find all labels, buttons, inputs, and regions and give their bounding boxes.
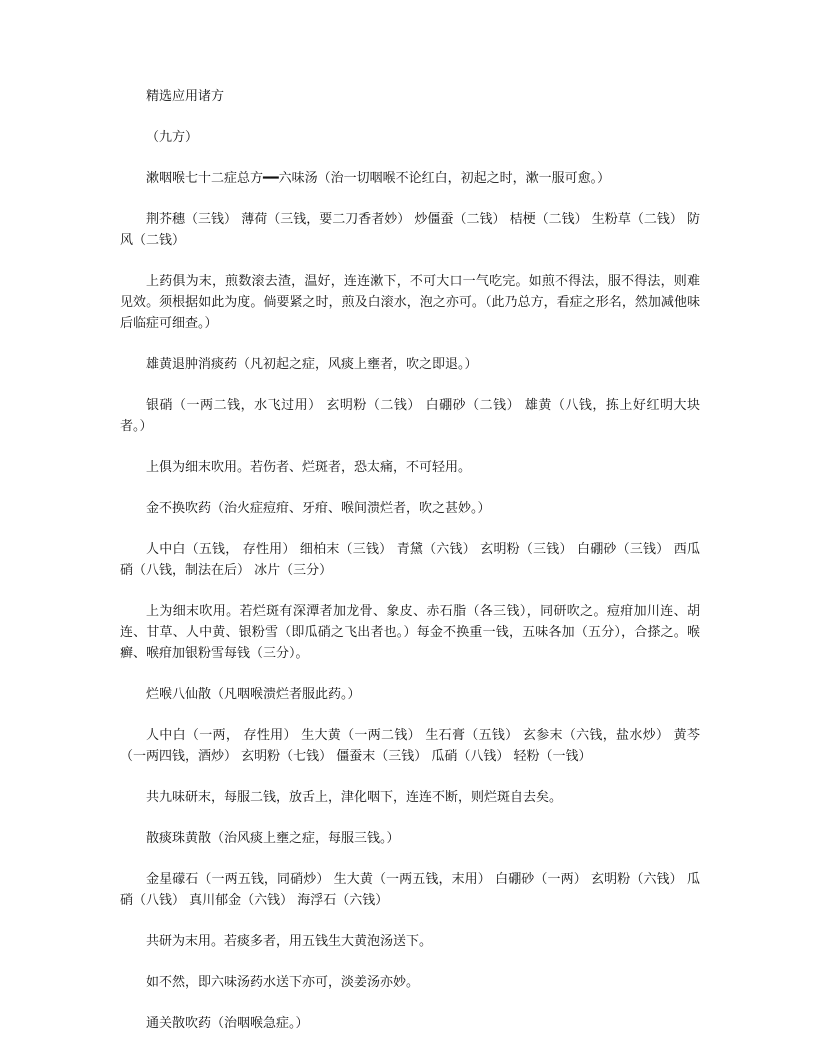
recipe-method-baxian: 共九味研末，每服二钱，放舌上，津化咽下，连连不断，则烂斑自去矣。 bbox=[146, 790, 563, 805]
recipe-ingredients-jinbuhuan: 人中白（五钱， 存性用） 细柏末（三钱） 青黛（六钱） 玄明粉（三钱） 白硼砂（三钱） 西瓜硝（八钱，制法在后） 冰片（三分） bbox=[120, 542, 700, 578]
recipe-note-zhuhuang: 如不然，即六味汤药水送下亦可，淡姜汤亦妙。 bbox=[146, 975, 420, 990]
recipe-heading-baxian: 烂喉八仙散（凡咽喉溃烂者服此药。） bbox=[146, 687, 361, 702]
recipe-method-jinbuhuan: 上为细末吹用。若烂斑有深潭者加龙骨、象皮、赤石脂（各三钱），同研吹之。痘疳加川连、胡连、甘草、人中黄、银粉雪（即瓜硝之飞出者也。）每金不换重一钱，五味各加（五分），合搽之。喉癣、喉疳加银粉雪每钱（三分）。 bbox=[120, 604, 700, 661]
recipe-heading-xionghuang: 雄黄退肿消痰药（凡初起之症，风痰上壅者，吹之即退。） bbox=[146, 357, 478, 372]
recipe-ingredients-xionghuang: 银硝（一两二钱，水飞过用） 玄明粉（二钱） 白硼砂（二钱） 雄黄（八钱，拣上好红明大块者。） bbox=[120, 398, 700, 434]
recipe-ingredients-baxian: 人中白（一两， 存性用） 生大黄（一两二钱） 生石膏（五钱） 玄参末（六钱，盐水炒） 黄芩（一两四钱，酒炒） 玄明粉（七钱） 僵蚕末（三钱） 瓜硝（八钱） 轻粉（一钱） bbox=[120, 728, 700, 764]
recipe-heading-tongguan: 通关散吹药（治咽喉急症。） bbox=[146, 1016, 309, 1031]
recipe-ingredients-zhuhuang: 金星礞石（一两五钱，同硝炒） 生大黄（一两五钱，末用） 白硼砂（一两） 玄明粉（六钱） 瓜硝（八钱） 真川郁金（六钱） 海浮石（六钱） bbox=[120, 872, 700, 908]
section-subtitle: （九方） bbox=[146, 130, 199, 145]
recipe-ingredients-liuwei: 荆芥穗（三钱） 薄荷（三钱，要二刀香者妙） 炒僵蚕（二钱） 桔梗（二钱） 生粉草（二钱） 防风（二钱） bbox=[120, 212, 700, 248]
recipe-method-liuwei: 上药俱为末，煎数滚去渣，温好，连连漱下，不可大口一气吃完。如煎不得法，服不得法，则难见效。须根据如此为度。倘要紧之时，煎及白滚水，泡之亦可。（此乃总方，看症之形名，然加减他味后临症可细查。） bbox=[120, 274, 700, 331]
recipe-method-xionghuang: 上俱为细末吹用。若伤者、烂斑者，恐太痛，不可轻用。 bbox=[146, 460, 472, 475]
document-page bbox=[120, 86, 700, 1054]
section-title: 精选应用诸方 bbox=[146, 89, 225, 104]
recipe-method-zhuhuang: 共研为末用。若痰多者，用五钱生大黄泡汤送下。 bbox=[146, 934, 433, 949]
recipe-heading-liuwei: 漱咽喉七十二症总方━━六味汤（治一切咽喉不论红白，初起之时，漱一服可愈。） bbox=[146, 171, 611, 186]
recipe-heading-jinbuhuan: 金不换吹药（治火症痘疳、牙疳、喉间溃烂者，吹之甚妙。） bbox=[146, 501, 491, 516]
recipe-heading-zhuhuang: 散痰珠黄散（治风痰上壅之症，每服三钱。） bbox=[146, 831, 400, 846]
